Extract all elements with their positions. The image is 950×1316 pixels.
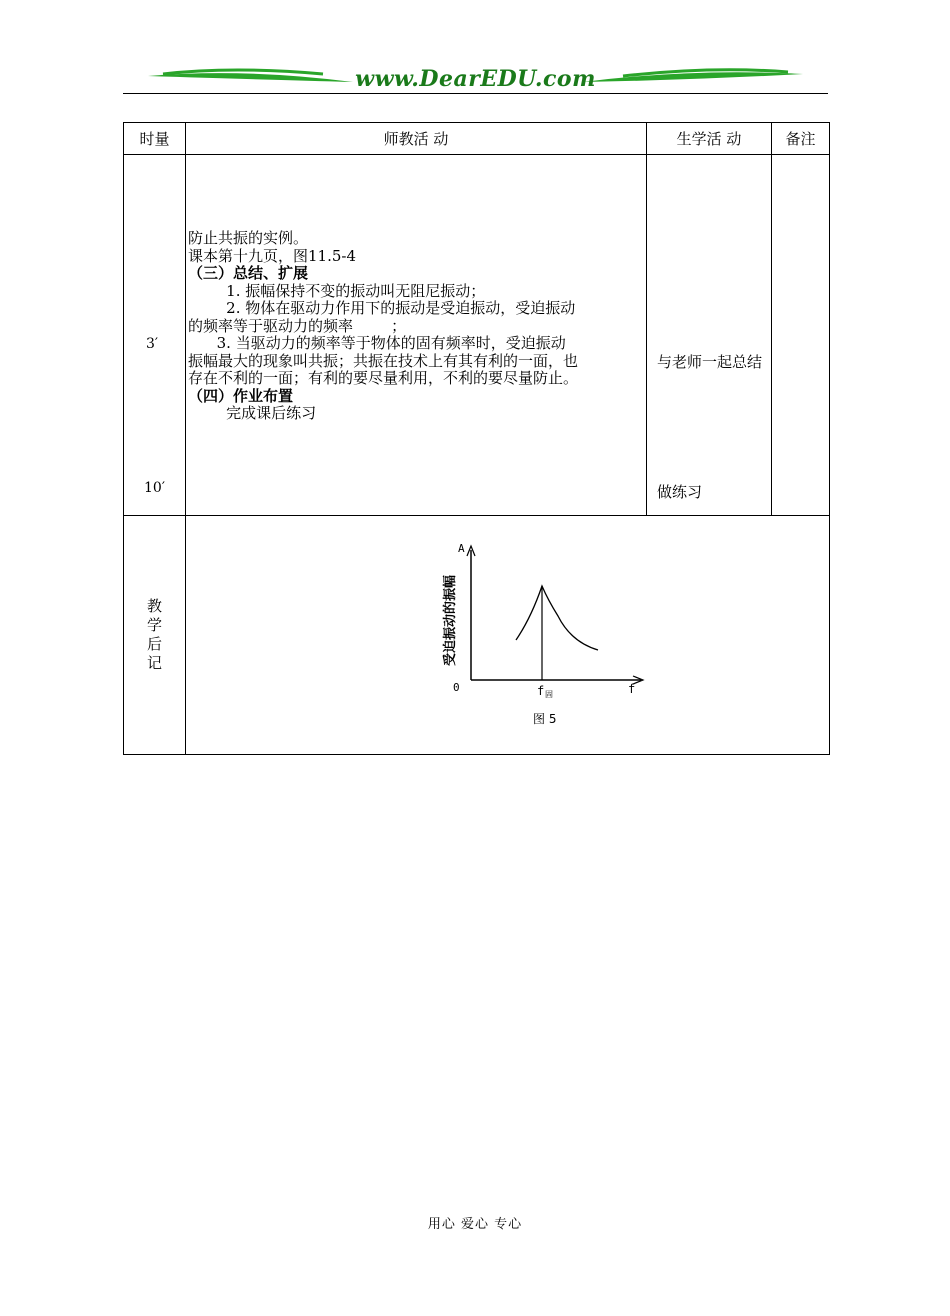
time-value: 3′ [146, 336, 159, 352]
col-header-notes: 备注 [772, 123, 830, 155]
col-header-student: 生学活 动 [647, 123, 772, 155]
post-teaching-label [124, 516, 186, 755]
text-line: 3. 当驱动力的频率等于物体的固有频率时，受迫振动 [188, 334, 566, 352]
y-axis-letter: A [458, 542, 465, 555]
text-line: 存在不利的一面；有利的要尽量利用，不利的要尽量防止。 [188, 369, 579, 387]
table-row [124, 516, 830, 755]
label-char: 学 [146, 616, 162, 634]
resonance-curve [516, 586, 598, 650]
figure-caption: 图 5 [533, 712, 557, 726]
text-line: 完成课后练习 [188, 404, 317, 422]
label-char: 记 [146, 654, 162, 672]
time-cell [124, 155, 186, 516]
col-header-time: 时量 [124, 123, 186, 155]
header-banner [123, 60, 828, 96]
header-rule [123, 93, 828, 94]
peak-label: f [537, 684, 545, 698]
notes-cell [772, 155, 830, 516]
origin-label: 0 [453, 681, 460, 694]
label-char: 教 [146, 597, 162, 615]
text-line: 2. 物体在驱动力作用下的振动是受迫振动，受迫振动 [188, 299, 576, 317]
student-activity: 做练习 [657, 483, 703, 501]
text-line: 的频率等于驱动力的频率 ； [188, 316, 407, 335]
section-heading: （三）总结、扩展 [188, 264, 309, 282]
text-line: 防止共振的实例。 [188, 229, 309, 247]
y-axis-label: 受迫振动的振幅 [443, 574, 458, 666]
label-char: 后 [146, 635, 162, 653]
student-activity: 与老师一起总结 [657, 353, 763, 371]
time-value: 10′ [144, 480, 165, 496]
text-line: 课本第十九页，图11.5-4 [188, 246, 357, 265]
text-line: 振幅最大的现象叫共振；共振在技术上有其有利的一面，也 [188, 351, 579, 370]
page-footer: 用心 爱心 专心 [427, 1217, 523, 1232]
col-header-teacher: 师教活 动 [186, 123, 647, 155]
teacher-activity-cell [186, 155, 647, 516]
x-axis-letter: f [628, 682, 636, 696]
lesson-table [123, 122, 830, 755]
text-line: 1. 振幅保持不变的振动叫无阻尼振动； [188, 281, 486, 300]
site-logo: www.DearEDU.com [355, 66, 596, 92]
figure-cell [186, 516, 830, 755]
resonance-curve-figure [436, 538, 656, 738]
table-header-row [124, 123, 830, 155]
section-heading: （四）作业布置 [188, 386, 294, 405]
peak-subscript: 固 [545, 690, 553, 699]
table-row [124, 155, 830, 516]
student-activity-cell [647, 155, 772, 516]
